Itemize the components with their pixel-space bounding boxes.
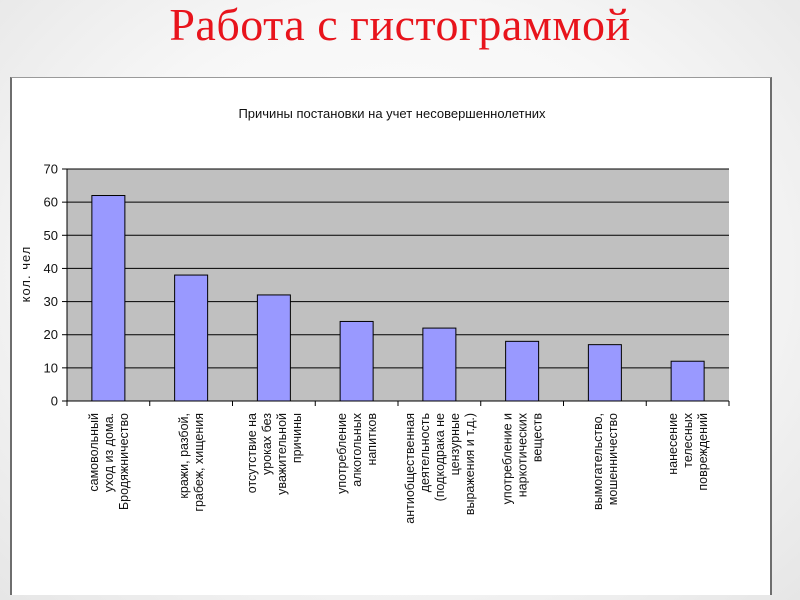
bar (340, 321, 373, 401)
category-label-line: алкогольных (350, 413, 365, 487)
y-tick-label: 70 (43, 161, 58, 177)
plot-area (67, 169, 729, 401)
category-label (245, 413, 304, 495)
category-label-line: веществ (530, 413, 545, 463)
category-label-line: уход из дома. (101, 413, 116, 493)
category-label-line: выражения и т.д.) (462, 413, 477, 516)
chart-title: Причины постановки на учет несовершеннолетних (238, 106, 546, 121)
category-label (501, 412, 545, 504)
bar (671, 361, 704, 401)
y-tick-label: 10 (43, 360, 58, 376)
category-label-line: антиобщественная (402, 413, 417, 524)
category-label-line: цензурные (447, 413, 462, 476)
category-label-line: уроках без (259, 413, 274, 475)
category-label-line: деятельность (417, 413, 432, 493)
category-label (666, 412, 710, 490)
category-label-line: грабеж, хищения (192, 413, 207, 512)
bar-chart (12, 78, 774, 596)
category-label-line: самовольный (86, 413, 101, 492)
category-label-line: мошенничество (605, 413, 620, 506)
category-label-line: кражи, разбой, (177, 413, 192, 499)
bar (423, 328, 456, 401)
category-label-line: телесных (681, 413, 696, 468)
category-label (87, 413, 131, 510)
y-tick-label: 30 (43, 294, 58, 310)
category-label (177, 413, 206, 512)
category-label-line: вымогательство, (590, 413, 605, 510)
slide-title: Работа с гистограммой (169, 0, 631, 50)
bar (257, 295, 290, 401)
y-tick-labels (44, 162, 58, 409)
y-tick-label: 60 (43, 194, 58, 210)
category-label-line: Бродяжничество (116, 413, 131, 511)
bar (506, 341, 539, 401)
category-label-line: уважительной (274, 413, 289, 495)
category-label-line: употребление (335, 413, 350, 494)
y-tick-label: 40 (43, 260, 58, 276)
category-labels (87, 412, 710, 523)
category-label (591, 413, 620, 510)
y-axis-title: кол. чел (18, 245, 33, 303)
category-label-line: (подкодрака не (432, 413, 447, 502)
category-label (403, 413, 477, 524)
bar (588, 345, 621, 401)
category-label-line: нанесение (666, 413, 681, 475)
y-tick-label: 0 (50, 393, 58, 409)
category-label-line: наркотических (515, 413, 530, 498)
bar (92, 196, 125, 401)
y-tick-label: 50 (43, 227, 58, 243)
category-label-line: причины (289, 413, 304, 464)
category-label-line: употребление и (500, 413, 515, 505)
chart-frame (10, 77, 772, 595)
category-label (335, 412, 379, 494)
category-label-line: отсутствие на (244, 413, 259, 494)
category-label-line: повреждений (696, 413, 711, 491)
plot-area-group (67, 169, 729, 401)
y-tick-label: 20 (43, 327, 58, 343)
category-label-line: напитков (365, 413, 380, 466)
bar (175, 275, 208, 401)
